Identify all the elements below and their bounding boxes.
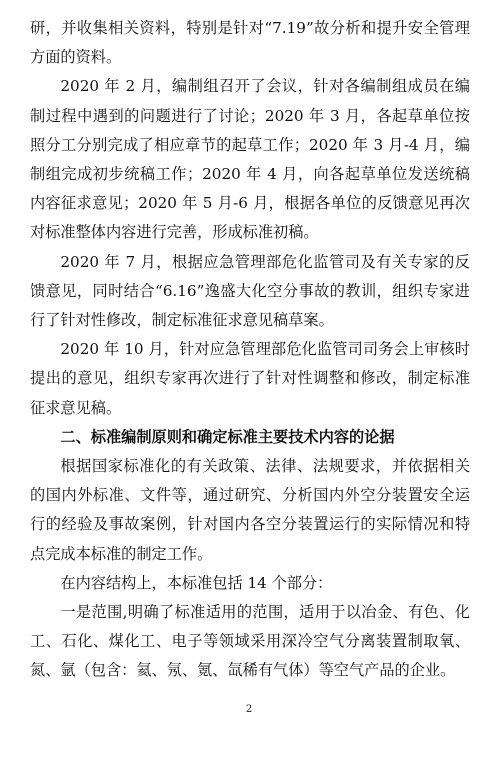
page-number: 2 <box>245 704 253 715</box>
document-body <box>30 14 470 686</box>
paragraph-structure: 在内容结构上，本标准包括 14 个部分： <box>60 573 333 592</box>
paragraph-drafting-timeline: 2020 年 2 月，编制组召开了会议，针对各编制组成员在编制过程中遇到的问题进行了讨论；2020 年 3 月，各起草单位按照分工分别完成了相应章节的起草工作；2020 年 3 月-4 月，编制组完成初步统稿工作；2020 年 4 月，向各起草单位发送统稿内容征求意见；2020 年 5 月-6 月，根据各单位的反馈意见再次对标准整体内容进行完善，形成标准初稿。 <box>30 77 470 242</box>
paragraph-scope: 一是范围,明确了标准适用的范围，适用于以冶金、有色、化工、石化、煤化工、电子等领域采用深冷空气分离装置制取氧、氮、氩（包含：氦、氖、氪、氙稀有气体）等空气产品的企业。 <box>30 603 470 680</box>
section-heading: 二、标准编制原则和确定标准主要技术内容的论据 <box>60 427 395 446</box>
paragraph-continuation: 研，并收集相关资料，特别是针对“7.19”故分析和提升安全管理方面的资料。 <box>30 19 470 67</box>
paragraph-principles: 根据国家标准化的有关政策、法律、法规要求，并依据相关的国内外标准、文件等，通过研究、分析国内外空分装置安全运行的经验及事故案例，针对国内各空分装置运行的实际情况和特点完成本标准的制定工作。 <box>30 457 470 563</box>
paragraph-october-revision: 2020 年 10 月，针对应急管理部危化监管司司务会上审核时提出的意见，组织专家再次进行了针对性调整和修改，制定标准征求意见稿。 <box>30 340 470 417</box>
paragraph-july-revision: 2020 年 7 月，根据应急管理部危化监管司及有关专家的反馈意见，同时结合“6.16”逸盛大化空分事故的教训，组织专家进行了针对性修改，制定标准征求意见稿草案。 <box>30 252 470 330</box>
